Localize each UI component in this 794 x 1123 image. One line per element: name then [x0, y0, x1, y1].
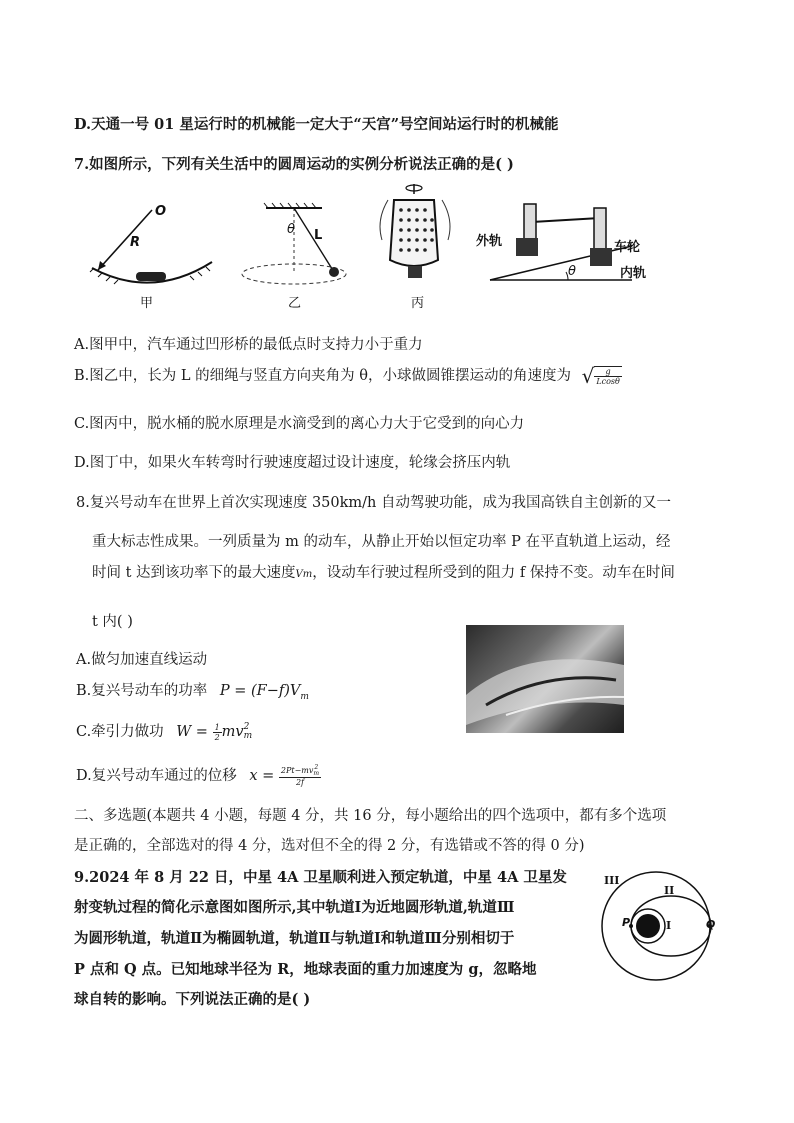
vm-symbol: Vm: [295, 569, 313, 580]
q8-option-b-text: B.复兴号动车的功率: [76, 683, 208, 699]
figure-yi: [238, 198, 358, 298]
work-frac-den: 2: [214, 732, 220, 742]
orbit-label-II: II: [664, 884, 675, 897]
orbit-label-III: III: [604, 874, 620, 887]
q8-option-c: [76, 722, 252, 742]
q8-stem-line2: 重大标志性成果。一列质量为 m 的动车，从静止开始以恒定功率 P 在平直轨道上运动，经: [92, 534, 671, 550]
power-formula-sub: m: [300, 691, 309, 702]
q8-option-b: [76, 681, 309, 707]
sqrt-expression: √ $\frac{g}{Lcos\theta}$: [581, 364, 620, 388]
figure-bing: [374, 180, 464, 290]
q7-option-a: A.图甲中，汽车通过凹形桥的最低点时支持力小于重力: [74, 337, 423, 353]
section2-heading-line1: 二、多选题(本题共 4 小题，每题 4 分，共 16 分，每小题给出的四个选项中，都有多个选项: [74, 808, 667, 824]
power-formula: P = (F−f)V: [219, 683, 301, 699]
fig-jia-R: R: [130, 235, 141, 250]
disp-den: 2f: [295, 778, 304, 787]
q8-option-c-text: C.牵引力做功: [76, 724, 164, 740]
disp-num-sub: m: [313, 770, 320, 777]
q7-option-b: [74, 366, 622, 386]
sqrt-numerator: g: [594, 367, 622, 377]
q8-option-a: A.做匀加速直线运动: [76, 652, 208, 668]
orbit-label-I: I: [666, 919, 672, 932]
fig-bing-caption: 丙: [411, 296, 425, 311]
disp-num-sup: 2: [314, 764, 319, 771]
fig-ding-outer-rail: 外轨: [476, 234, 503, 249]
sqrt-denominator: Lcosθ: [596, 377, 620, 386]
q9-stem-line4: P 点和 Q 点。已知地球半径为 R，地球表面的重力加速度为 g，忽略地: [74, 961, 537, 978]
disp-lhs: x =: [249, 768, 275, 784]
work-sup: 2: [243, 722, 250, 732]
work-rhs: mv: [221, 724, 244, 740]
fig-yi-caption: 乙: [288, 296, 302, 311]
work-sub: m: [243, 731, 253, 741]
orbit-point-Q: Q: [706, 918, 716, 931]
fig-jia-O: O: [155, 204, 167, 219]
fig-yi-L: L: [314, 228, 323, 243]
q9-stem-line2: 射变轨过程的简化示意图如图所示,其中轨道Ⅰ为近地圆形轨道,轨道Ⅲ: [74, 899, 515, 916]
q7-option-d: D.图丁中，如果火车转弯时行驶速度超过设计速度，轮缘会挤压内轨: [74, 455, 511, 471]
fig-yi-theta: θ: [287, 222, 295, 237]
fig-jia-caption: 甲: [140, 296, 154, 311]
q9-stem-line1: 9.2024 年 8 月 22 日，中星 4A 卫星顺利进入预定轨道，中星 4A 卫星发: [74, 869, 567, 886]
disp-num: 2Pt−mv: [280, 766, 314, 775]
q7-option-b-text: B.图乙中，长为 L 的细绳与竖直方向夹角为 θ，小球做圆锥摆运动的角速度为: [74, 368, 571, 384]
fig-ding-inner-rail: 内轨: [620, 266, 647, 281]
fig-ding-wheel: 车轮: [614, 240, 641, 255]
q8-stem-line3-b: ，设动车行驶过程所受到的阻力 f 保持不变。动车在时间: [312, 565, 675, 581]
q8-stem-line3: [92, 563, 675, 585]
q9-stem-line5: 球自转的影响。下列说法正确的是( ): [74, 991, 311, 1008]
q8-option-d-text: D.复兴号动车通过的位移: [76, 768, 237, 784]
q9-stem-line3: 为圆形轨道，轨道Ⅱ为椭圆轨道，轨道Ⅱ与轨道Ⅰ和轨道Ⅲ分别相切于: [74, 930, 515, 947]
work-lhs: W =: [176, 724, 208, 740]
q7-stem: 7.如图所示，下列有关生活中的圆周运动的实例分析说法正确的是( ): [74, 156, 514, 173]
q7-option-c: C.图丙中，脱水桶的脱水原理是水滴受到的离心力大于它受到的向心力: [74, 416, 525, 432]
orbit-point-P: P: [622, 916, 631, 929]
q8-stem-line3-a: 时间 t 达到该功率下的最大速度: [92, 565, 296, 581]
q8-stem-line1: 8.复兴号动车在世界上首次实现速度 350km/h 自动驾驶功能，成为我国高铁自主创新的又一: [76, 495, 671, 511]
q6-option-d: D.天通一号 01 星运行时的机械能一定大于“天宫”号空间站运行时的机械能: [74, 116, 559, 133]
work-frac-num: 1: [214, 722, 220, 732]
q8-option-d: [76, 765, 321, 787]
section2-heading-line2: 是正确的，全部选对的得 4 分，选对但不全的得 2 分，有选错或不答的得 0 分): [74, 838, 585, 854]
q8-stem-line4: t 内( ): [92, 614, 133, 630]
fig-ding-theta: θ: [568, 264, 576, 279]
train-photo: [466, 625, 624, 733]
